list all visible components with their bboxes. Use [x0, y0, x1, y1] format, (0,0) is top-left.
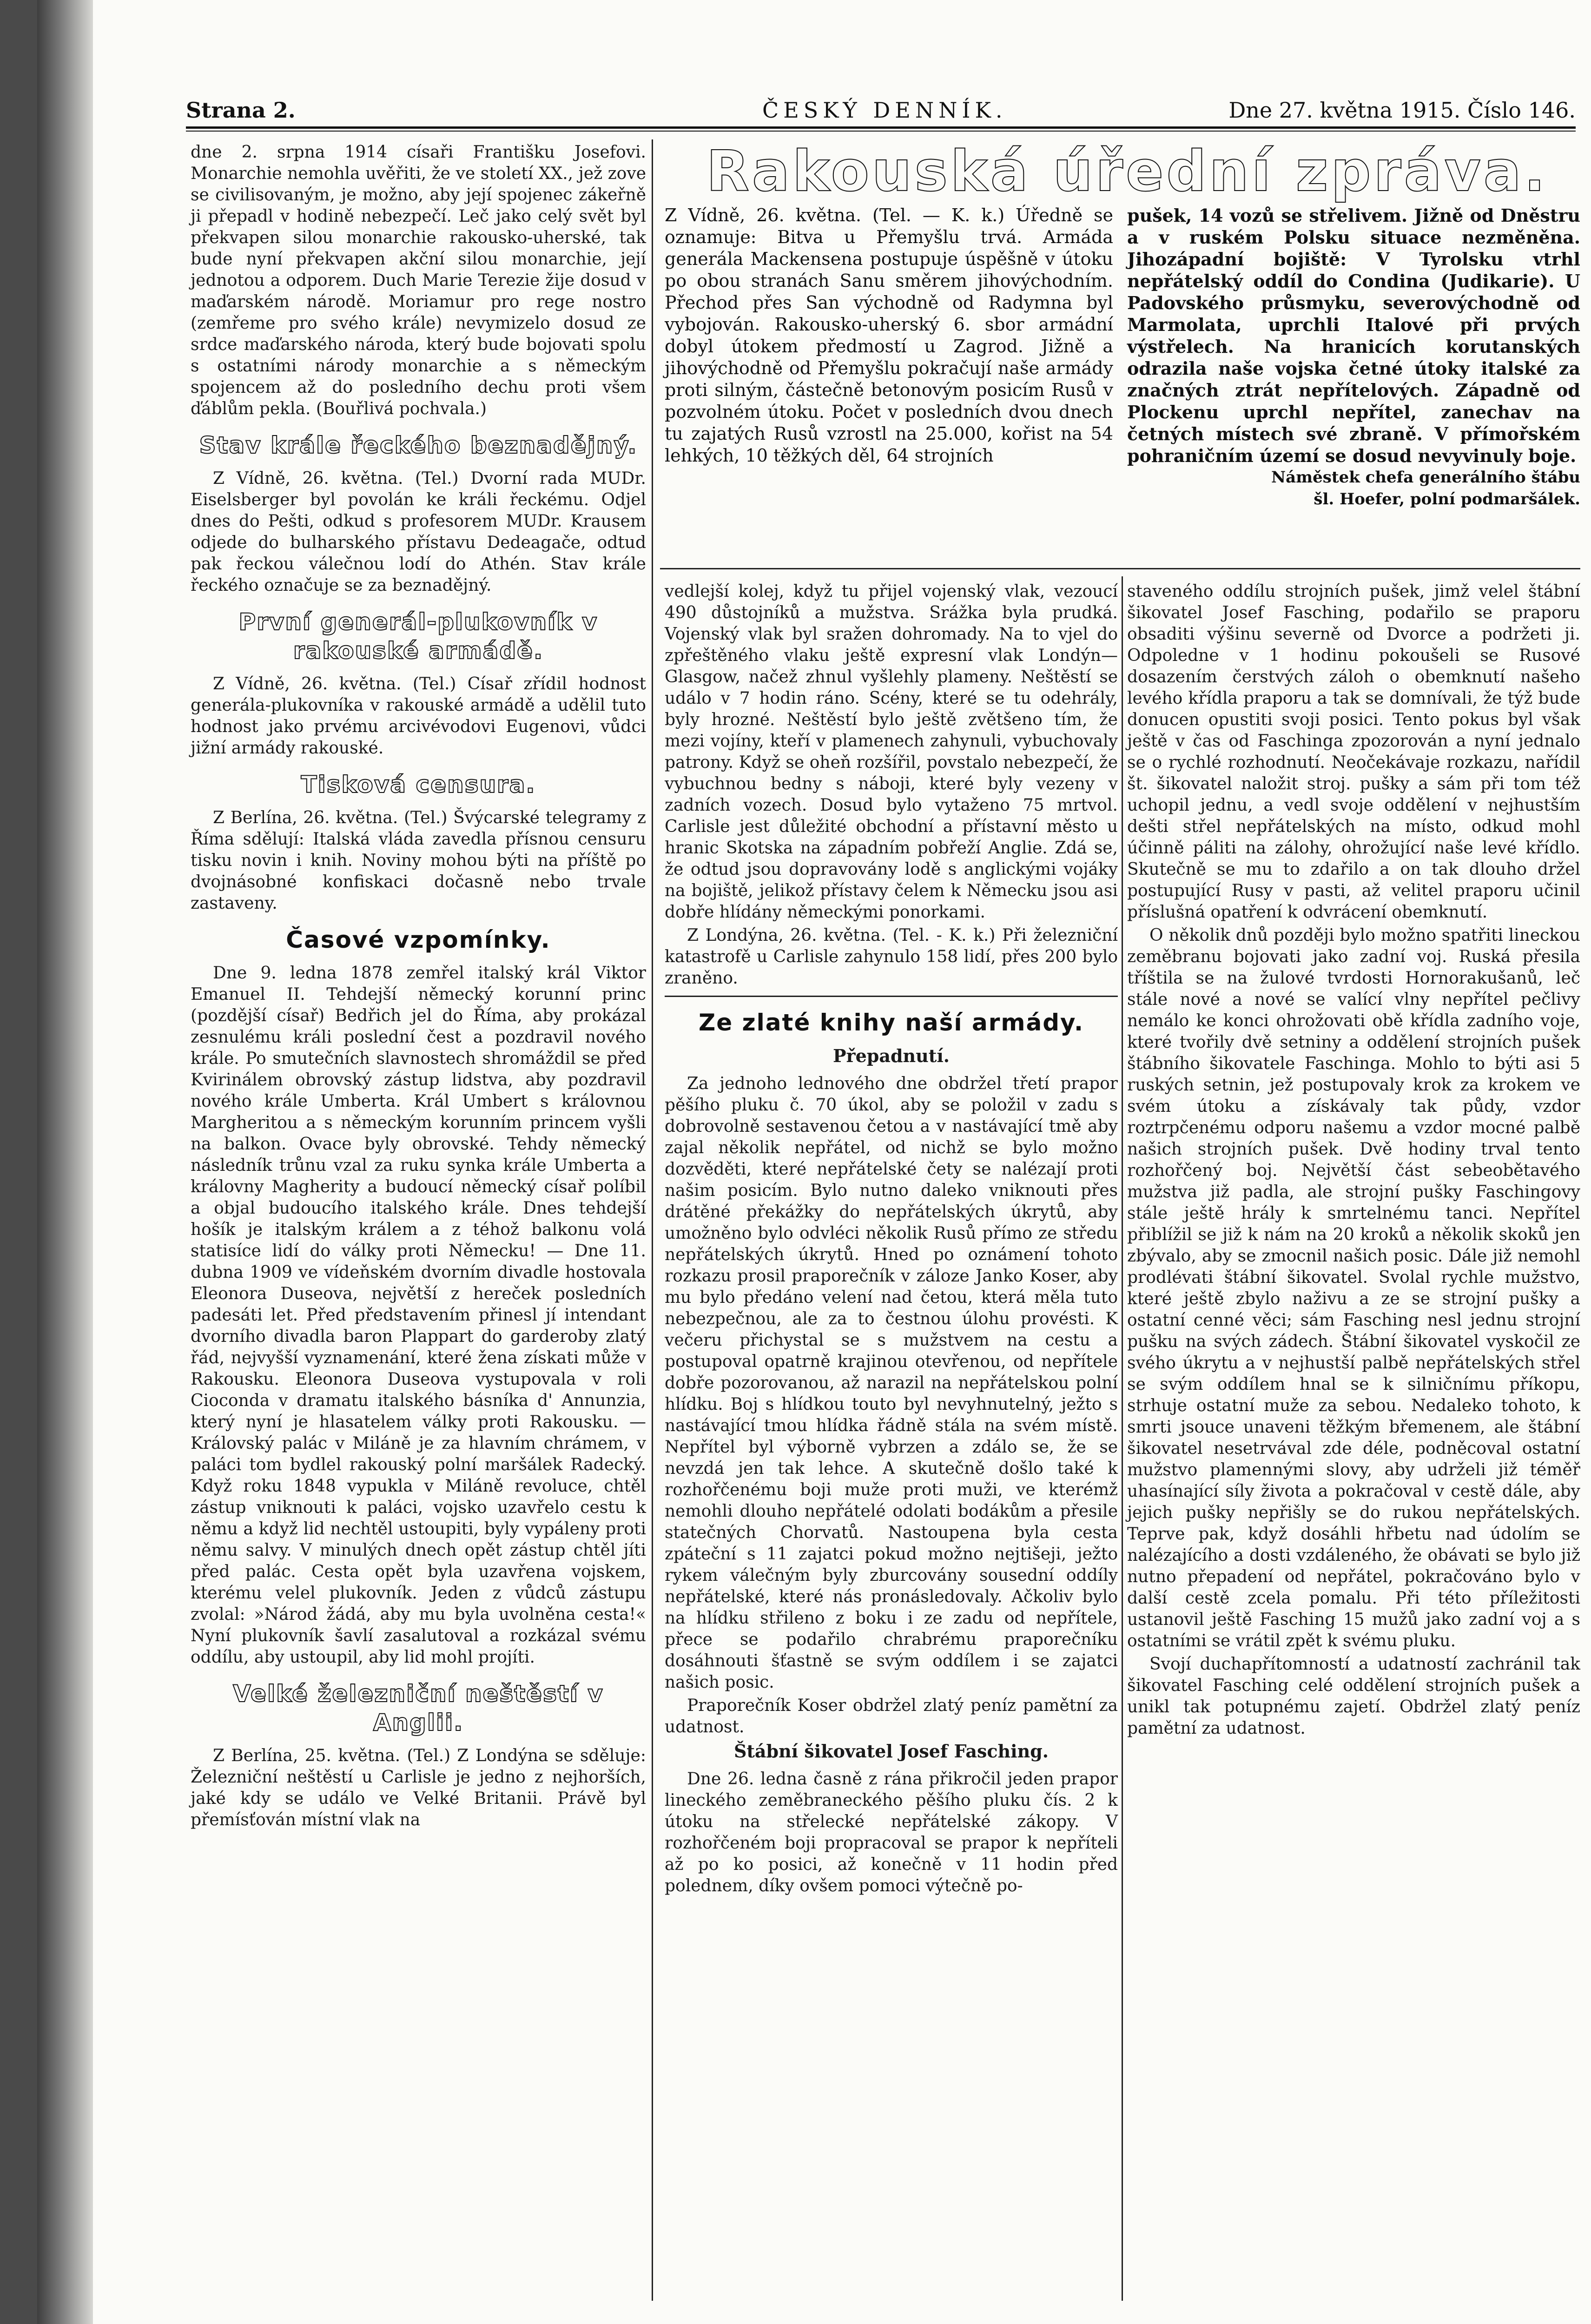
column-divider	[652, 139, 653, 2301]
article-text: Za jednoho lednového dne obdržel třetí prapor pěšího pluku č. 70 úkol, aby se položil v zadu s dobrovolně sestavenou četou a v nastávající tmě aby zajal několik nepřátel, od nichž se bylo možno dozvěděti, které nepřátelské čety se nalézají proti našim posicím. Bylo nutno daleko vniknouti přes drátěné překážky do nepřátelských úkrytů, aby umožněno bylo odvléci několik Rusů přímo ze středu nepřátelských úkrytů. Hned po oznámení tohoto rozkazu prosil praporečník v záloze Janko Koser, aby mu bylo předáno velení nad četou, která měla tuto nebezpečnou, ale za to čestnou úlohu provésti. K večeru přichystal se s mužstvem na cestu a postupoval opatrně krajinou otevřenou, od nepřítele dobře pozorovanou, až narazil na nepřátelskou polní hlídku. Boj s hlídkou touto byl nevyhnutelný, ježto s nastávající tmou hlídka řádně stála na svém místě. Nepřítel byl výborně vybrzen a zdálo se, že se nevzdá jen tak lehce. A skutečně došlo také k rozhořčenému boji muže proti muži, ve kterémž nemohli dlouho nepřátelé odolati bodákům a přesile statečných Chorvatů. Nastoupena byla cesta zpáteční s 11 zajatci pokud možno nejtišeji, ježto rykem válečným byly zburcovány sousední oddíly nepřátelské, které nás pronásledovaly. Ačkoliv bylo na hlídku střileno z boku i ze zadu od nepřítele, přece se podařilo chrabrému praporečníku dosáhnouti šťastně se svým oddílem i se zajatci našich posic.	[665, 1074, 1118, 1692]
subheadline: Štábní šikovatel Josef Fasching.	[733, 1741, 1049, 1762]
headline: Stav krále řeckého beznadějný.	[199, 432, 638, 459]
report-text-left	[665, 205, 1113, 467]
article-text: Dne 9. ledna 1878 zemřel italský král Viktor Emanuel II. Tehdejší německý korunní princ (pozdější císař) Bedřich jel do Říma, aby prokázal zesnulému králi poslední čest a pozdravil nového krále. Po smutečních slavnostech shromáždil se před Kvirinálem obrovský zástup lidstva, aby pozdravil nového krále Umberta. Král Umbert s královnou Margheritou a s německým korunním princem vyšli na balkon. Ovace byly obrovské. Tehdy německý následník trůnu vzal za ruku synka krále Umberta a královny Magherity a budoucí německý císař políbil a objal budoucího italského krále. Dnes tehdejší hošík je italským králem a z téhož balkonu volá statisíce lidí do války proti Německu! — Dne 11. dubna 1909 ve vídeňském dvorním divadle hostovala Eleonora Duseova, největší z hereček posledních padesáti let. Před představením přinesl jí intendant dvorního divadla baron Plappart do garderoby zlatý řád, nejvyšší vyznamenání, které žena získati může v Rakousku. Eleonora Duseova vystupovala v roli Cioconda v dramatu italského básníka d' Annunzia, který nyní je hlasatelem války proti Rakousku. — Královský palác v Miláně je za hlavním chrámem, v paláci tom bydlel rakouský polní maršálek Radecký. Když roku 1848 vypukla v Miláně revoluce, chtěl zástup vniknouti k paláci, vojsko uzavřelo cestu k němu a když lid nechtěl ustoupiti, byly vypáleny proti němu salvy. V minulých dnech opět zástup chtěl jíti před palác. Cesta opět byla uzavřena vojskem, kterému velel plukovník. Jeden z vůdců zástupu zvolal: »Národ žádá, aby mu byla uvolněna cesta!« Nyní plukovník šavlí zasalutoval a rozkázal svému oddílu, aby ustoupil, aby lid mohl projíti.	[191, 964, 646, 1667]
report-divider	[660, 568, 1580, 569]
column-divider	[1122, 576, 1123, 2301]
header-rule-thin	[186, 131, 1576, 132]
article-text: Praporečník Koser obdržel zlatý peníz pamětní za udatnost.	[665, 1696, 1118, 1736]
headline: První generál-plukovník v rakouské armádě.	[238, 608, 598, 664]
report-text: Z Vídně, 26. května. (Tel. — K. k.) Úředně se oznamuje: Bitva u Přemyšlu trvá. Armáda generála Mackensena postupuje úspěšně v útoku po obou stranách Sanu směrem jihovýchodním. Přechod přes San východně od Radymna byl vybojován. Rakousko-uherský 6. sbor armádní dobyl útokem předmostí u Zagrod. Jižně a jihovýchodně od Přemyšlu pokračují naše armády proti silným, částečně betonovým posicím Rusů v pozvolném útoku. Počet v posledních dvou dnech tu zajatých Rusů vzrostl na 25.000, kořist na 54 lehkých, 10 těžkých děl, 64 strojních	[665, 205, 1113, 466]
column-2	[665, 581, 1118, 1899]
newspaper-title: ČESKÝ DENNÍK.	[762, 98, 1007, 123]
article-text: Z Berlína, 26. května. (Tel.) Švýcarské telegramy z Říma sdělují: Italská vláda zavedla přísnou censuru tisku novin i knih. Noviny mohou býti na příště po dvojnásobné konfiskaci dočasně nebo trvale zastaveny.	[191, 808, 646, 913]
article-text: Z Londýna, 26. května. (Tel. - K. k.) Při železniční katastrofě u Carlisle zahynulo 158 lidí, přes 200 bylo zraněno.	[665, 926, 1118, 988]
report-signature: Náměstek chefa generálního štábu	[1271, 468, 1580, 487]
binding-edge	[37, 0, 93, 2324]
article-text: Z Vídně, 26. května. (Tel.) Dvorní rada MUDr. Eiselsberger byl povolán ke králi řeckému. Odjel dnes do Pešti, odkud s profesorem MUDr. Krausem odjede do bulharského přístavu Dedeagače, odtud pak řeckou válečnou lodí do Athén. Stav krále řeckého označuje se za beznadějný.	[191, 469, 646, 595]
article-text: vedlejší kolej, když tu přijel vojenský vlak, vezoucí 490 důstojníků a mužstva. Srážka byla prudká. Vojenský vlak byl sražen dohromady. Na to vjel do zpřeštěného vlaku ještě expresní vlak Londýn—Glasgow, načež zhnul vyšlehly plameny. Neštěstí se událo v 7 hodin ráno. Scény, které se tu odehrály, byly hrozné. Neštěstí bylo ještě zvětšeno tím, že mezi vojíny, kteří v plamenech zahynuli, vybuchovaly patrony. Když se oheň rozšířil, povstalo nebezpečí, že vybuchnou bedny s náboji, které byly vezeny v zadních vozech. Dosud bylo vytaženo 75 mrtvol. Carlisle jest důležité obchodní a přístavní město u hranic Skotska na západním pobřeží Anglie. Zdá se, že odtud jsou dopravovány lodě s anglickými vojáky na bojiště, jelikož přístavy čelem k Německu jsou asi dobře hlídány německými ponorkami.	[665, 582, 1118, 922]
report-text: pušek, 14 vozů se střelivem. Jižně od Dněstru a v ruském Polsku situace nezměněna. Jihozápadní bojiště: V Tyrolsku vtrhl nepřátelský oddíl do Condina (Judikarie). U Padovského průsmyku, severovýchodně od Marmolata, uprchli Italové při prvých výstřelech. Na hranicích korutanských odrazila naše vojska četné útoky italské za značných ztrát nepřítelových. Západně od Plockenu uprchl nepřítel, zanechav na četných místech své zbraně. V přímořském pohraničním území se dosud nevyvinuly boje.	[1127, 205, 1580, 466]
column-1	[191, 142, 646, 1833]
masthead	[186, 98, 1576, 135]
article-text: Svojí duchapřítomností a udatností zachránil tak šikovatel Fasching celé oddělení strojních pušek a unikl tak potupnému zajetí. Obdržel zlatý peníz pamětní za udatnost.	[1127, 1655, 1580, 1738]
header-rule	[186, 126, 1576, 129]
article-text: Dne 26. ledna časně z rána přikročil jeden prapor lineckého zeměbraneckého pěšího pluku čís. 2 k útoku na střelecké nepřátelské zákopy. V rozhořčeném boji propracoval se prapor k nepříteli až po ko posici, až konečně v 11 hodin před polednem, díky ovšem pomoci výtečně po-	[665, 1769, 1118, 1895]
newspaper-page	[37, 0, 1591, 2324]
headline: Ze zlaté knihy naší armády.	[698, 1009, 1084, 1036]
column-3	[1127, 581, 1580, 1741]
headline: Tisková censura.	[301, 771, 536, 798]
article-text: staveného oddílu strojních pušek, jimž velel štábní šikovatel Josef Fasching, podařilo se praporu obsaditi výšinu severně od Dvorce a podržeti ji. Odpoledne v 1 hodinu pokoušeli se Rusové dosazením čerstvých záloh o obemknutí našeho levého křídla praporu a tak se domnívali, že týž bude donucen opustiti svoji posici. Tento pokus byl však ještě v čas od Faschinga zpozorován a nyní jednalo se o rychlé rozhodnutí. Neočekávaje rozkazu, nařídil št. šikovatel naložit stroj. pušky a sám při tom též uchopil jednu, a vedl svoje oddělení v nejhustším dešti střel nepřátelských na místo, odkud mohl účinně páliti na zálohy, ohrožující naše levé křídlo. Skutečně se mu to zdařilo a on tak dlouho držel postupující Rusy v pasti, až velitel praporu učinil příslušná opatření k odvrácení obemknutí.	[1127, 582, 1580, 922]
article-text: O několik dnů později bylo možno spatřiti lineckou zeměbranu bojovati jako zadní voj. Ruská přesila tříštila se na žulové tvrdosti Hornorakušanů, leč stále nové a nové se valící vlny nepřítel pečlivy nemálo ke konci ohrožovati obě křídla zadního voje, které tvořily dvě setniny a oddělení strojních pušek štábního šikovatele Faschinga. Mohlo to býti asi 5 ruských setnin, jež postupovaly krok za krokem ve svém útoku a získávaly tak půdy, vzdor roztrpčenému odporu našemu a vzdor mocné palbě našich strojních pušek. Dvě hodiny trval tento rozhořčený boj. Největší část sebeobětavého mužstva již padla, ale strojní pušky Faschingovy stále ještě hrály k smrtelnému tanci. Nepřítel přiblížil se již k nám na 20 kroků a několik skoků jen zbývalo, aby se zmocnil našich posic. Dále již nemohl prodlévati štábní šikovatel. Svolal rychle mužstvo, které ještě zbylo naživu a ze se strojní pušky a ostatní cenné věci; sám Fasching nesl jednu strojní pušku na svých zádech. Štábní šikovatel vyskočil ze svého úkrytu a v nejhustší palbě nepřátelských střel se svým oddílem hnal se k silničnímu příkopu, strhuje ostatní muže za sebou. Nedaleko tohoto, k smrti jsouce unaveni těžkým břemenem, ale štábní šikovatel nesetrvával zde déle, podněcoval ostatní mužstvo plamennými slovy, aby udrželi již téměř uhasínající síly života a pokračoval v cestě dále, aby jejich pušky nepřišly se do rukou nepřátelských. Teprve pak, když dosáhli hřbetu nad údolím se nalézajícího a dosti vzdáleného, že obávati se bylo již nutno přepadení od nepřátel, pokračováno bylo v další cestě zcela pomalu. Při této příležitosti ustanovil ještě Fasching 15 mužů jako zadní voj a s ostatními se vrátil zpět k svému pluku.	[1127, 926, 1580, 1651]
section-divider	[665, 996, 1118, 997]
report-headline: Rakouská úřední zpráva.	[706, 139, 1548, 204]
issue-date: Dne 27. května 1915. Číslo 146.	[1228, 98, 1576, 123]
page-number: Strana 2.	[186, 98, 296, 123]
report-signature: šl. Hoefer, polní podmaršálek.	[1314, 490, 1580, 508]
subheadline: Přepadnutí.	[832, 1045, 950, 1066]
headline: Časové vzpomínky.	[286, 926, 551, 953]
headline: Velké železniční neštěstí v Anglii.	[233, 1680, 604, 1736]
article-text: dne 2. srpna 1914 císaři Františku Josefovi. Monarchie nemohla uvěřiti, že ve století XX., jež zove se civilisovaným, je možno, aby její spojenec zákeřně ji přepadl v hodině nebezpečí. Leč jako celý svět byl překvapen silou monarchie rakousko-uherské, tak bude nyní překvapen akční silou monarchie, její jednotou a odporem. Duch Marie Terezie žije dosud v maďarském národě. Moriamur pro rege nostro (zemřeme pro svého krále) nevymizelo dosud ze srdce maďarského národa, který bude bojovati spolu s ostatními národy monarchie a s německým spojencem až do posledního dechu proti všem ďáblům pekla. (Bouřlivá pochvala.)	[191, 143, 646, 418]
report-text-right	[1127, 205, 1580, 510]
article-text: Z Berlína, 25. května. (Tel.) Z Londýna se sděluje: Železniční neštěstí u Carlisle je jedno z nejhorších, jaké kdy se událo ve Velké Britanii. Právě byl přemísťován místní vlak na	[191, 1746, 646, 1829]
article-text: Z Vídně, 26. května. (Tel.) Císař zřídil hodnost generála-plukovníka v rakouské armádě a udělil tuto hodnost jako prvému arcivévodovi Eugenovi, vůdci jižní armády rakouské.	[191, 674, 646, 758]
